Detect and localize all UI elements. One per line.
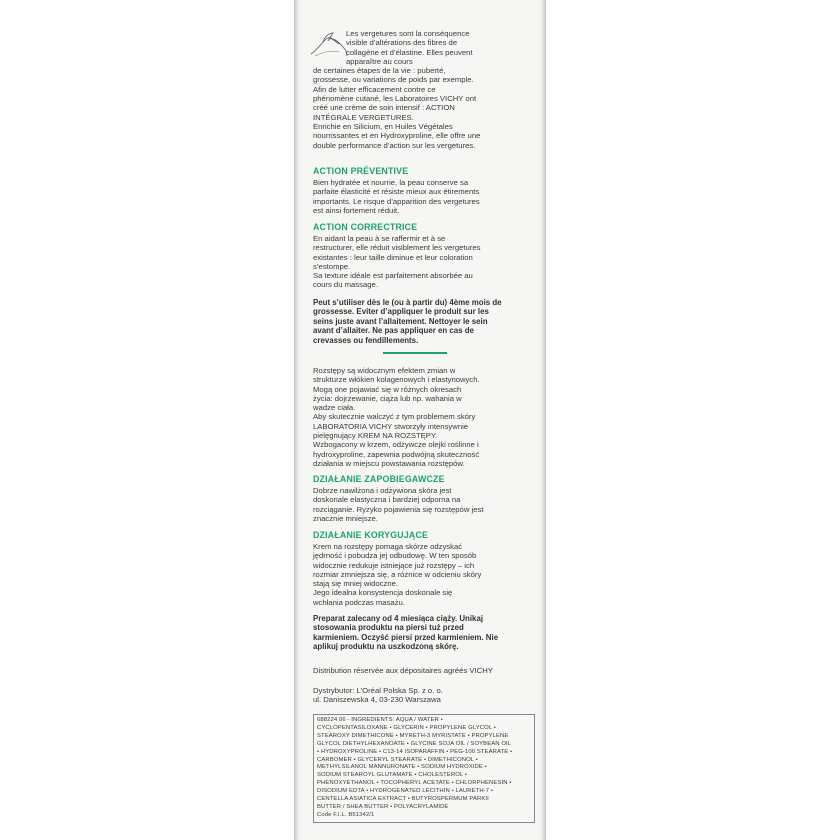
french-preventive-heading: ACTION PRÉVENTIVE bbox=[313, 166, 409, 176]
text-line: Mogą one pojawiać się w różnych okresach bbox=[313, 384, 462, 394]
ingredients-box bbox=[313, 714, 535, 823]
polish-preventive-heading: DZIAŁANIE ZAPOBIEGAWCZE bbox=[313, 474, 445, 484]
text-line: INTÉGRALE VERGETURES. bbox=[313, 112, 414, 122]
text-line: grossesse. Eviter d’appliquer le produit sur les bbox=[313, 307, 489, 317]
text-line: parfaite élasticité et résiste mieux aux étirements bbox=[313, 187, 480, 197]
ingredients-line: GLYCOL DIETHYLHEXANOATE • GLYCINE SOJA OIL / SOYBEAN OIL bbox=[317, 740, 512, 747]
ingredients-line: METHYLSILANOL MANNURONATE • SODIUM HYDROXIDE • bbox=[317, 764, 487, 771]
text-line: s’estompe. bbox=[313, 261, 351, 271]
text-line: Dystrybutor: L’Oréal Polska Sp. z o. o. bbox=[313, 686, 443, 695]
text-line: existantes : leur taille diminue et leur coloration bbox=[313, 252, 473, 262]
text-line: collagène et d’élastine. Elles peuvent bbox=[346, 47, 473, 57]
text-line: Distribution réservée aux dépositaires agréés VICHY bbox=[313, 666, 493, 675]
french-usage-warning bbox=[313, 298, 528, 345]
text-line: Les vergetures sont la conséquence bbox=[346, 29, 470, 38]
text-line: jędrność i pobudza jej odbudowę. W ten sposób bbox=[313, 551, 477, 561]
ingredients-line: 688224 06 - INGREDIENTS: AQUA / WATER • bbox=[317, 717, 443, 723]
text-line: wadze ciała. bbox=[313, 403, 356, 413]
polish-usage-warning bbox=[313, 614, 528, 652]
text-line: widocznie redukuje istniejące już rozstępy – ich bbox=[313, 560, 475, 570]
french-preventive-text bbox=[313, 178, 528, 215]
ingredients-line: Code F.I.L. B51342/1 bbox=[317, 811, 375, 818]
distribution-notice bbox=[313, 666, 528, 675]
ingredients-line: • HYDROXYPROLINE • C13-14 ISOPARAFFIN • PEG-100 STEARATE • bbox=[317, 748, 513, 755]
text-line: Rozstępy są widocznym efektem zmian w bbox=[313, 366, 456, 375]
text-line: Enrichie en Silicium, en Huiles Végétales bbox=[313, 121, 453, 131]
ingredients-line: PHENOXYETHANOL • TOCOPHERYL ACETATE • CHLORPHENESIN • bbox=[317, 780, 512, 787]
text-line: LABORATORIA VICHY stworzyły intensywnie bbox=[313, 421, 469, 431]
text-line: importants. Le risque d’apparition des vergetures bbox=[313, 196, 480, 206]
text-line: phénomène cutané, les Laboratoires VICHY ont bbox=[313, 94, 477, 104]
text-line: działania w miejscu powstawania rozstępów. bbox=[313, 458, 465, 468]
text-line: crevasses ou fendillements. bbox=[313, 335, 419, 345]
text-line: Wzbogacony w krzem, odżywcze olejki roślinne i bbox=[313, 440, 479, 450]
ingredients-line: CYCLOPENTASILOXANE • GLYCERIN • PROPYLENE GLYCOL • bbox=[317, 724, 496, 731]
text-line: cours du massage. bbox=[313, 280, 378, 290]
text-line: de certaines étapes de la vie : puberté, bbox=[313, 66, 446, 76]
text-line: Dobrze nawilżona i odżywiona skóra jest bbox=[313, 486, 452, 495]
text-line: Krem na rozstępy pomaga skórze odzyskać bbox=[313, 542, 463, 551]
text-line: karmieniem. Oczyść piersi przed karmieniem. Nie bbox=[313, 632, 499, 642]
text-line: hydroxyproline, zapewnia podwójną skuteczność bbox=[313, 449, 480, 459]
text-line: rozciąganie. Ryzyko pojawienia się rozstępów jest bbox=[313, 504, 484, 514]
text-line: aplikuj produktu na uszkodzoną skórę. bbox=[313, 642, 459, 652]
french-corrective-heading: ACTION CORRECTRICE bbox=[313, 222, 418, 232]
text-line: Bien hydratée et nourrie, la peau conserve sa bbox=[313, 178, 469, 187]
text-line: nourrissantes et en Hydroxyproline, elle offre une bbox=[313, 131, 481, 141]
text-line: Sa texture idéale est parfaitement absorbée au bbox=[313, 271, 473, 281]
polish-intro-text bbox=[313, 366, 528, 468]
text-line: strukturze włókien kolagenowych i elastynowych. bbox=[313, 375, 480, 385]
text-line: Preparat zalecany od 4 miesiąca ciąży. Unikaj bbox=[313, 614, 484, 623]
text-line: visible d’altérations des fibres de bbox=[346, 38, 458, 48]
text-line: Aby skutecznie walczyć z tym problemem skóry bbox=[313, 412, 476, 422]
ingredients-line: DISODIUM EDTA • HYDROGENATED LECITHIN • LAURETH-7 • bbox=[317, 788, 494, 795]
text-line: Peut s’utiliser dès le (ou à partir du) 4ème mois de bbox=[313, 298, 502, 307]
text-line: życia: dojrzewanie, ciąża lub np. wahania w bbox=[313, 393, 462, 403]
box-side-panel bbox=[294, 0, 546, 840]
text-line: wchłania podczas masażu. bbox=[313, 597, 405, 607]
section-divider bbox=[383, 352, 447, 354]
text-line: stają się mniej widoczne. bbox=[313, 579, 399, 589]
text-line: grossesse, ou variations de poids par exemple. bbox=[313, 75, 474, 85]
text-line: restructurer, elle réduit visiblement les vergetures bbox=[313, 243, 481, 253]
text-line: seins juste avant l’allaitement. Nettoyer le sein bbox=[313, 316, 488, 326]
ingredients-line: SODIUM STEAROYL GLUTAMATE • CHOLESTEROL • bbox=[317, 772, 467, 779]
ingredients-line: CENTELLA ASIATICA EXTRACT • BUTYROSPERMUM PARKII bbox=[317, 796, 489, 803]
ingredients-line: BUTTER / SHEA BUTTER • POLYACRYLAMIDE bbox=[317, 803, 449, 810]
text-line: ul. Daniszewska 4, 03-230 Warszawa bbox=[313, 695, 441, 705]
text-line: avant d’allaiter. Ne pas appliquer en cas de bbox=[313, 326, 474, 336]
ingredients-line: CARBOMER • GLYCERYL STEARATE • DIMETHICONOL • bbox=[317, 756, 478, 763]
text-line: En aidant la peau à se raffermir et à se bbox=[313, 234, 446, 243]
text-line: Jego idealna konsystencja doskonale się bbox=[313, 588, 453, 598]
french-intro-text bbox=[313, 29, 528, 150]
distributor-address bbox=[313, 686, 528, 705]
text-line: pielęgnujący KREM NA ROZSTĘPY. bbox=[313, 431, 438, 441]
text-line: double performance d’action sur les vergetures. bbox=[313, 140, 476, 150]
french-corrective-text bbox=[313, 234, 528, 290]
polish-corrective-heading: DZIAŁANIE KORYGUJĄCE bbox=[313, 530, 429, 540]
text-line: créé une crème de soin intensif : ACTION bbox=[313, 103, 455, 113]
polish-preventive-text bbox=[313, 486, 528, 523]
text-line: stosowania produktu na piersi tuż przed bbox=[313, 623, 464, 633]
text-line: doskonale elastyczna i bardziej odporna na bbox=[313, 495, 461, 505]
text-line: est ainsi fortement réduit. bbox=[313, 205, 400, 215]
text-line: znacznie mniejsze. bbox=[313, 513, 378, 523]
ingredients-line: STEAROXY DIMETHICONE • MYRETH-3 MYRISTATE • PROPYLENE bbox=[317, 732, 509, 739]
text-line: apparaître au cours bbox=[346, 56, 413, 66]
polish-corrective-text bbox=[313, 542, 528, 607]
text-line: Afin de lutter efficacement contre ce bbox=[313, 84, 436, 94]
text-line: rozmiar zmniejsza się, a różnice w odcieniu skóry bbox=[313, 569, 482, 579]
